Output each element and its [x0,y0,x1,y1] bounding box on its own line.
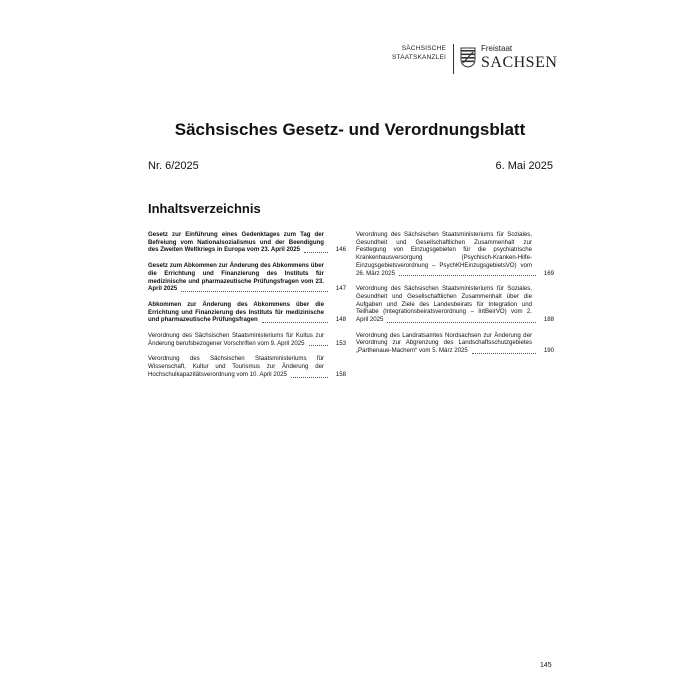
toc-entry-page: 190 [543,347,554,355]
toc-entry-title: Gesetz zur Einführung eines Gedenktages zum Tag der Befreiung vom Nationalsozialismus und der Beendigung des Zweiten Weltkriegs in Europa vom 23. April 2025 [148,231,324,254]
agency-name [392,44,446,62]
toc-entry[interactable] [148,262,346,293]
toc-entry[interactable] [148,332,346,347]
toc-entry-page: 158 [335,370,346,378]
toc-entry[interactable] [148,301,346,324]
toc-leader-dots [262,322,328,323]
header-logo [392,44,558,74]
document-title: Sächsisches Gesetz- und Verordnungsblatt [174,120,526,139]
agency-line-1: SÄCHSISCHE [401,45,446,52]
toc-entry-title: Verordnung des Sächsischen Staatsministeriums für Kultus zur Änderung berufsbezogener Vorschriften vom 9. April 2025 [148,332,324,347]
coat-of-arms-icon [460,47,476,68]
toc-entry[interactable] [356,285,554,324]
logo-divider [453,44,454,74]
toc-entry[interactable] [148,355,346,378]
toc-entry-page: 169 [543,269,554,277]
toc-column-left [148,231,346,387]
toc-leader-dots [472,353,536,354]
brand-wordmark [481,44,557,71]
toc-entry[interactable] [356,231,554,277]
issue-date: 6. Mai 2025 [495,160,553,172]
toc-entry-page: 146 [335,246,346,254]
toc-entry-title: Verordnung des Sächsischen Staatsministeriums für Wissenschaft, Kultur und Tourismus zur Änderung der Hochschulkapazitätsverordnung vom 10. April 2025 [148,355,324,378]
toc-entry[interactable] [148,231,346,254]
toc-entry-page: 148 [335,316,346,324]
footer-page-number: 145 [540,662,552,669]
toc-column-right [356,231,554,363]
toc-leader-dots [399,275,536,276]
toc-entry-title: Verordnung des Sächsischen Staatsministeriums für Soziales, Gesundheit und Gesellschaftlichen Zusammenhalt über die Aufgaben und Ziele des Landesbeirats für Integration und Teilhabe (Integrationsbeiratsverordnung – IntBeirVO) vom 2. April 2025 [356,285,532,324]
toc-entry[interactable] [356,332,554,355]
toc-entry-title: Abkommen zur Änderung des Abkommens über die Errichtung und Finanzierung des Instituts für medizinische und pharmazeutische Prüfungsfragen [148,300,324,324]
brand-big: SACHSEN [481,54,558,71]
toc-entry-page: 188 [543,316,554,324]
toc-entry-page: 153 [335,339,346,347]
issue-number: Nr. 6/2025 [148,160,199,172]
toc-leader-dots [387,322,536,323]
brand-small: Freistaat [481,44,513,53]
agency-line-2: STAATSKANZLEI [392,54,447,61]
toc-entry-title: Gesetz zum Abkommen zur Änderung des Abkommens über die Errichtung und Finanzierung des Instituts für medizinische und pharmazeutische Prüfungsfragen vom 23. April 2025 [148,262,324,293]
toc-leader-dots [309,345,328,346]
toc-leader-dots [304,252,328,253]
toc-leader-dots [291,377,328,378]
toc-entry-title: Verordnung des Sächsischen Staatsministeriums für Soziales, Gesundheit und Gesellschaftlichen Zusammenhalt zur Festlegung von Einzugsgebieten für die psychiatrische Krankenhausversorgung (Psychisch-Kranken-Hilfe-Einzugsgebietsverordnung – PsychKHEinzugsgebietsVO) vom 26. März 2025 [356,231,532,277]
toc-entry-page: 147 [335,285,346,293]
toc-leader-dots [181,291,328,292]
toc-entry-title: Verordnung des Landratsamtes Nordsachsen zur Änderung der Verordnung zur Abgrenzung des Landschaftsschutzgebietes „Parthenaue-Machern“ vom 5. März 2025 [356,331,532,355]
toc-heading: Inhaltsverzeichnis [148,201,261,216]
